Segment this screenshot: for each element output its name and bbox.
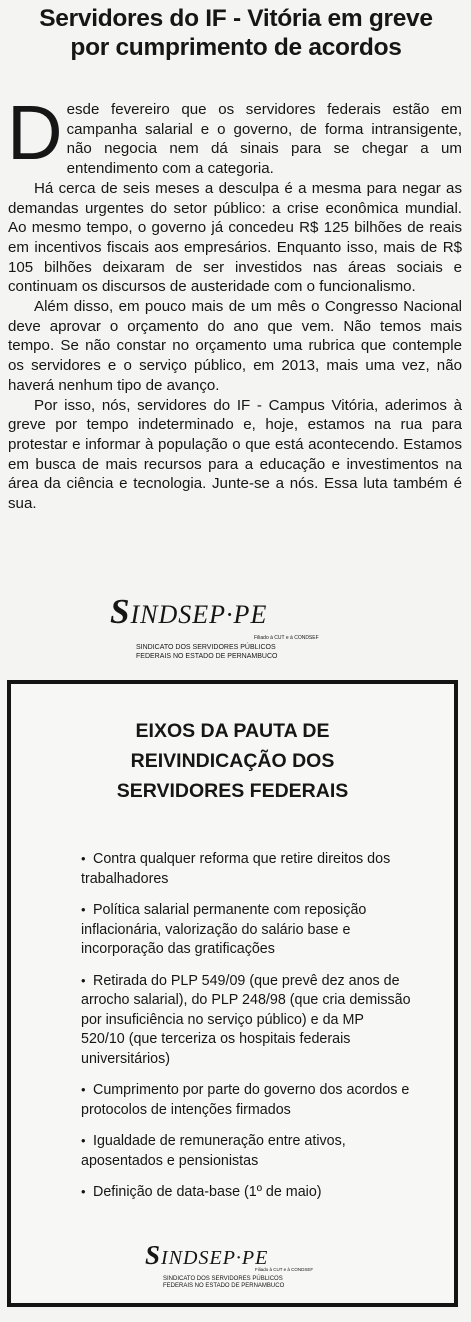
demands-box (7, 680, 458, 1307)
article-paragraph-1 (7, 90, 462, 179)
bullet-icon: • (81, 1082, 86, 1097)
sindsep-logo-mark: SINDSEP·PE (110, 592, 268, 631)
article-paragraph-3: Além disso, em pouco mais de um mês o Congresso Nacional deve aprovar o orçamento do ano que vem. Não temos mais tempo. Se não constar no orçamento uma rubrica que contemple os servidores e o serviço público, em 2013, mais uma vez, não haverá nenhum tipo de avanço. (8, 298, 462, 394)
sindsep-logo-mark: SINDSEP·PE (145, 1240, 269, 1270)
logo-affiliation: Filiado à CUT e à CONDSEF (255, 1267, 314, 1272)
list-item: • Definição de data-base (1º de maio) (81, 1184, 322, 1200)
headline (6, 4, 466, 62)
sindsep-logo (110, 592, 319, 661)
headline-line-2: por cumprimento de acordos (70, 34, 402, 61)
bullet-icon: • (81, 1133, 86, 1148)
bullet-icon: • (81, 1184, 86, 1199)
demands-list (81, 849, 411, 1214)
drop-cap: D (7, 90, 63, 176)
article-paragraph-4: Por isso, nós, servidores do IF - Campus Vitória, aderimos à greve por tempo indeterminado e, hoje, estamos na rua para protestar e informar à população o que está acontecendo. Estamos em busca de mais recursos para a educação e investimentos na área da ciência e tecnologia. Junte-se a nós. Essa luta também é sua. (8, 396, 462, 513)
logo-subtitle: SINDICATO DOS SERVIDORES PÚBLICOS FEDERAIS NO ESTADO DE PERNAMBUCO (163, 1276, 285, 1289)
demands-box-title: EIXOS DA PAUTA DE REIVINDICAÇÃO DOS SERVIDORES FEDERAIS (116, 720, 349, 802)
headline-line-1: Servidores do IF - Vitória em greve (39, 5, 433, 32)
logo-affiliation: Filiado à CUT e à CONDSEF (254, 635, 319, 641)
bullet-icon: • (81, 972, 86, 988)
logo-subtitle: SINDICATO DOS SERVIDORES PÚBLICOS FEDERAIS NO ESTADO DE PERNAMBUCO (136, 644, 278, 660)
list-item: • Retirada do PLP 549/09 (que prevê dez anos de arrocho salarial), do PLP 248/98 (que cria demissão por insuficiência no serviço público) e da MP 520/10 (que terceriza os hospitais federais universitários) (81, 972, 411, 1067)
article-paragraph-1-text: esde fevereiro que os servidores federais estão em campanha salarial e o governo, de forma intransigente, não negocia nem dá sinais para se chegar a um entendimento com a categoria. (66, 101, 462, 178)
list-item: • Cumprimento por parte do governo dos acordos e protocolos de intenções firmados (81, 1082, 410, 1118)
list-item: • Igualdade de remuneração entre ativos, aposentados e pensionistas (81, 1133, 346, 1169)
bullet-icon: • (81, 851, 86, 866)
article-paragraph-2: Há cerca de seis meses a desculpa é a mesma para negar as demandas urgentes do setor público: a crise econômica mundial. Ao mesmo tempo, o governo já concedeu R$ 125 bilhões de reais em incentivos fiscais aos empresários. Enquanto isso, mais de R$ 105 bilhões deixaram de ser investidos nas áreas sociais e continuam os discursos de austeridade com o funcionalismo. (8, 179, 462, 296)
bullet-icon: • (81, 902, 86, 917)
article-body (7, 90, 462, 514)
list-item: • Política salarial permanente com reposição inflacionária, valorização do salário base e incorporação das gratificações (81, 902, 367, 957)
sindsep-logo-small (145, 1240, 314, 1290)
list-item: • Contra qualquer reforma que retire direitos dos trabalhadores (81, 851, 391, 887)
